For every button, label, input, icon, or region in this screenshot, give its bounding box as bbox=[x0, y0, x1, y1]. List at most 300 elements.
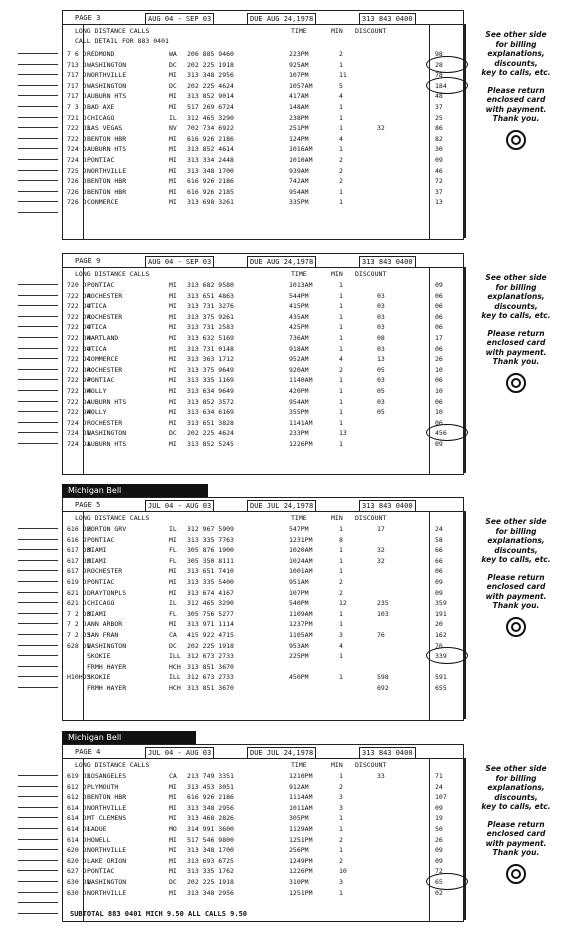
call-time: 1226PM bbox=[289, 439, 313, 448]
call-disc: 03 bbox=[377, 323, 385, 332]
call-city: AUBURN HTS bbox=[87, 439, 127, 448]
call-time: 107PM bbox=[289, 71, 309, 80]
call-row bbox=[63, 280, 463, 291]
payment-note-line: with payment. bbox=[485, 591, 547, 601]
margin-tick bbox=[18, 326, 58, 327]
call-st: CA bbox=[169, 630, 177, 639]
spacer bbox=[466, 321, 566, 329]
call-row bbox=[63, 291, 463, 302]
spacer bbox=[466, 812, 566, 820]
page-number: PAGE 5 bbox=[75, 501, 101, 509]
call-time: 952AM bbox=[289, 355, 309, 364]
call-row bbox=[63, 556, 463, 567]
instruction-line: explanations, bbox=[487, 536, 545, 545]
call-amt: 78 bbox=[435, 71, 443, 80]
header-rule bbox=[63, 267, 463, 268]
call-disc: 32 bbox=[377, 546, 385, 555]
call-num: 313 468 2826 bbox=[187, 814, 234, 823]
call-min: 1 bbox=[339, 620, 343, 629]
account-number: 313 843 0400 bbox=[359, 500, 416, 512]
call-num: 202 225 4624 bbox=[187, 81, 234, 90]
call-row bbox=[63, 134, 463, 145]
call-min: 1 bbox=[339, 567, 343, 576]
call-time: 1251PM bbox=[289, 888, 313, 897]
call-num: 313 632 5169 bbox=[187, 333, 234, 342]
call-city: PONTIAC bbox=[87, 577, 115, 586]
statement-header bbox=[63, 254, 463, 268]
payment-note-line: with payment. bbox=[485, 347, 547, 357]
call-min: 2 bbox=[339, 155, 343, 164]
call-row bbox=[63, 113, 463, 124]
margin-tick bbox=[18, 64, 58, 65]
call-city: NORTHVILLE bbox=[87, 803, 127, 812]
call-city: PONTIAC bbox=[87, 535, 115, 544]
call-city: HOLLY bbox=[87, 386, 107, 395]
statement-header bbox=[63, 11, 463, 25]
call-row bbox=[63, 166, 463, 177]
margin-tick bbox=[18, 913, 58, 914]
call-min: 4 bbox=[339, 134, 343, 143]
bell-logo-icon bbox=[506, 617, 526, 637]
call-min: 1 bbox=[339, 546, 343, 555]
call-city: ROCHESTER bbox=[87, 567, 123, 576]
instruction-line: See other side bbox=[485, 517, 547, 526]
section-title: LONG DISTANCE CALLS bbox=[75, 27, 150, 35]
call-amt: 06 bbox=[435, 344, 443, 353]
margin-tick bbox=[18, 106, 58, 107]
instruction-line: for billing bbox=[495, 39, 537, 49]
call-d: 722 D4 bbox=[67, 397, 91, 406]
call-st: MI bbox=[169, 145, 177, 154]
call-time: 310PM bbox=[289, 877, 309, 886]
call-amt: 19 bbox=[435, 814, 443, 823]
handwritten-circle-mark bbox=[426, 56, 468, 73]
instruction-line: See other side bbox=[485, 273, 547, 282]
call-time: 233PM bbox=[289, 429, 309, 438]
section-title: LONG DISTANCE CALLS bbox=[75, 761, 150, 769]
call-st: MI bbox=[169, 323, 177, 332]
call-d: 724 D bbox=[67, 418, 87, 427]
call-st: MI bbox=[169, 355, 177, 364]
section-title: LONG DISTANCE CALLS bbox=[75, 270, 150, 278]
call-num: 313 651 3828 bbox=[187, 418, 234, 427]
account-number: 313 843 0400 bbox=[359, 747, 416, 759]
call-d: 616 D bbox=[67, 535, 87, 544]
call-num: 313 375 9649 bbox=[187, 365, 234, 374]
page-number: PAGE 4 bbox=[75, 748, 101, 756]
call-time: 435AM bbox=[289, 312, 309, 321]
call-st: MI bbox=[169, 888, 177, 897]
call-num: 415 922 4715 bbox=[187, 630, 234, 639]
call-amt: 71 bbox=[435, 772, 443, 780]
call-min: 2 bbox=[339, 782, 343, 791]
call-time: 1020AM bbox=[289, 546, 313, 555]
call-st: MI bbox=[169, 291, 177, 300]
call-city: PONTIAC bbox=[87, 867, 115, 876]
margin-tick bbox=[18, 849, 58, 850]
call-amt: 13 bbox=[435, 198, 443, 207]
call-time: 1129AM bbox=[289, 824, 313, 833]
call-d: 717 D bbox=[67, 92, 87, 101]
call-num: 313 674 4167 bbox=[187, 588, 234, 597]
call-row bbox=[63, 70, 463, 81]
call-city: PONTIAC bbox=[87, 281, 115, 289]
call-num: 314 991 3600 bbox=[187, 824, 234, 833]
call-st: MI bbox=[169, 198, 177, 207]
call-time: 1114AM bbox=[289, 793, 313, 802]
call-row bbox=[63, 813, 463, 824]
instruction-line: key to calls, etc. bbox=[481, 802, 551, 811]
call-min: 12 bbox=[339, 599, 347, 608]
call-d: 726 D bbox=[67, 198, 87, 207]
call-st: ILL bbox=[169, 673, 181, 682]
statement-header bbox=[63, 745, 463, 759]
margin-tick bbox=[18, 358, 58, 359]
call-time: 223PM bbox=[289, 50, 309, 58]
call-st: MI bbox=[169, 302, 177, 311]
margin-tick bbox=[18, 422, 58, 423]
call-disc: 103 bbox=[377, 609, 389, 618]
call-d: 726 D bbox=[67, 177, 87, 186]
call-st: HCH bbox=[169, 683, 181, 692]
instruction-line: for billing bbox=[495, 526, 537, 536]
call-amt: 10 bbox=[435, 365, 443, 374]
margin-tick bbox=[18, 613, 58, 614]
due-date: DUE AUG 24,1978 bbox=[247, 13, 316, 25]
call-num: 312 465 3290 bbox=[187, 113, 234, 122]
call-d: 616 D2 bbox=[67, 525, 91, 533]
margin-tick bbox=[18, 316, 58, 317]
margin-tick bbox=[18, 775, 58, 776]
call-num: 313 852 3572 bbox=[187, 397, 234, 406]
call-d: 7 3 D bbox=[67, 102, 87, 111]
call-row bbox=[63, 375, 463, 386]
header-rule bbox=[63, 511, 463, 512]
call-row bbox=[63, 609, 463, 620]
call-city: UTICA bbox=[87, 323, 107, 332]
call-time: 1013AM bbox=[289, 281, 313, 289]
call-amt: 24 bbox=[435, 782, 443, 791]
discount-column-header: DISCOUNT bbox=[355, 514, 387, 522]
call-num: 313 852 4614 bbox=[187, 145, 234, 154]
side-instructions bbox=[464, 24, 566, 238]
call-amt: 09 bbox=[435, 846, 443, 855]
call-d: 722 D3 bbox=[67, 124, 91, 133]
call-min: 1 bbox=[339, 113, 343, 122]
call-num: 312 967 5909 bbox=[187, 525, 234, 533]
instruction-line: explanations, bbox=[487, 292, 545, 301]
call-min: 1 bbox=[339, 145, 343, 154]
call-row bbox=[63, 439, 463, 450]
call-st: MI bbox=[169, 92, 177, 101]
call-amt: 09 bbox=[435, 155, 443, 164]
call-amt: 72 bbox=[435, 867, 443, 876]
call-st: WA bbox=[169, 50, 177, 58]
call-amt: 09 bbox=[435, 439, 443, 448]
margin-tick bbox=[18, 432, 58, 433]
call-row bbox=[63, 845, 463, 856]
call-st: MI bbox=[169, 577, 177, 586]
margin-tick bbox=[18, 539, 58, 540]
call-amt: 191 bbox=[435, 609, 447, 618]
call-num: 313 682 9580 bbox=[187, 281, 234, 289]
call-time: 1105AM bbox=[289, 630, 313, 639]
call-min: 1 bbox=[339, 291, 343, 300]
call-city: MT CLEMENS bbox=[87, 814, 127, 823]
call-d: 722 D4 bbox=[67, 376, 91, 385]
call-city: MIAMI bbox=[87, 546, 107, 555]
call-time: 953AM bbox=[289, 641, 309, 650]
margin-tick bbox=[18, 117, 58, 118]
instruction-line: explanations, bbox=[487, 783, 545, 792]
call-city: REDMOND bbox=[87, 50, 115, 58]
call-num: 312 465 3290 bbox=[187, 599, 234, 608]
call-time: 920AM bbox=[289, 365, 309, 374]
call-time: 1001AM bbox=[289, 567, 313, 576]
call-city: SAN FRAN bbox=[87, 630, 119, 639]
call-city: ANN ARBOR bbox=[87, 620, 123, 629]
call-row bbox=[63, 312, 463, 323]
call-amt: 65 bbox=[435, 877, 443, 886]
payment-note-line: Thank you. bbox=[492, 848, 540, 857]
call-num: 313 335 1762 bbox=[187, 867, 234, 876]
call-st: MI bbox=[169, 846, 177, 855]
call-city: HORTON GRV bbox=[87, 525, 127, 533]
call-time: 225PM bbox=[289, 652, 309, 661]
discount-column-header: DISCOUNT bbox=[355, 27, 387, 35]
call-num: 305 350 8111 bbox=[187, 556, 234, 565]
call-st: MI bbox=[169, 439, 177, 448]
call-d: 722 D4 bbox=[67, 302, 91, 311]
margin-tick bbox=[18, 170, 58, 171]
call-d: 7 2 D bbox=[67, 620, 87, 629]
call-amt: 25 bbox=[435, 113, 443, 122]
call-list bbox=[63, 49, 463, 208]
call-min: 1 bbox=[339, 888, 343, 897]
call-amt: 98 bbox=[435, 50, 443, 58]
payment-note-line: Thank you. bbox=[492, 601, 540, 610]
margin-tick bbox=[18, 839, 58, 840]
call-d: 722 D4 bbox=[67, 386, 91, 395]
call-city: SKOKIE bbox=[87, 673, 111, 682]
call-list bbox=[63, 771, 463, 898]
margin-tick bbox=[18, 284, 58, 285]
call-min: 3 bbox=[339, 803, 343, 812]
call-min: 4 bbox=[339, 641, 343, 650]
call-num: 313 851 3670 bbox=[187, 662, 234, 671]
call-num: 313 852 5245 bbox=[187, 439, 234, 448]
call-min: 8 bbox=[339, 535, 343, 544]
call-d: 725 D bbox=[67, 166, 87, 175]
call-city: WASHINGTON bbox=[87, 641, 127, 650]
margin-tick bbox=[18, 786, 58, 787]
call-st: MI bbox=[169, 333, 177, 342]
call-city: LOSANGELES bbox=[87, 772, 127, 780]
call-city: WASHINGTON bbox=[87, 877, 127, 886]
margin-tick bbox=[18, 379, 58, 380]
call-disc: 13 bbox=[377, 355, 385, 364]
call-disc: 05 bbox=[377, 408, 385, 417]
call-min: 1 bbox=[339, 525, 343, 533]
call-city: DRAYTONPLS bbox=[87, 588, 127, 597]
call-row bbox=[63, 630, 463, 641]
call-row bbox=[63, 535, 463, 546]
call-amt: 24 bbox=[435, 525, 443, 533]
call-time: 238PM bbox=[289, 113, 309, 122]
instruction-line: See other side bbox=[485, 764, 547, 773]
call-d: 630 D bbox=[67, 888, 87, 897]
statement-page bbox=[62, 744, 464, 922]
time-column-header: TIME bbox=[291, 514, 307, 522]
call-row bbox=[63, 545, 463, 556]
margin-tick bbox=[18, 191, 58, 192]
call-num: 313 335 5400 bbox=[187, 577, 234, 586]
call-city: BENTON HBR bbox=[87, 187, 127, 196]
call-d: 722 D4 bbox=[67, 291, 91, 300]
call-min: 4 bbox=[339, 355, 343, 364]
call-amt: 37 bbox=[435, 102, 443, 111]
call-time: 742AM bbox=[289, 177, 309, 186]
call-amt: 82 bbox=[435, 134, 443, 143]
call-time: 335PM bbox=[289, 198, 309, 207]
handwritten-circle-mark bbox=[426, 77, 468, 94]
call-row bbox=[63, 771, 463, 782]
call-st: IL bbox=[169, 113, 177, 122]
payment-note-line: enclosed card bbox=[486, 95, 546, 104]
call-num: 313 698 3261 bbox=[187, 198, 234, 207]
margin-tick bbox=[18, 655, 58, 656]
margin-tick bbox=[18, 560, 58, 561]
call-time: 544PM bbox=[289, 291, 309, 300]
call-d: 721 D bbox=[67, 113, 87, 122]
call-time: 1141AM bbox=[289, 418, 313, 427]
call-row bbox=[63, 418, 463, 429]
account-number: 313 843 0400 bbox=[359, 13, 416, 25]
call-city: NORTHVILLE bbox=[87, 166, 127, 175]
instruction-line: for billing bbox=[495, 282, 537, 292]
call-amt: 456 bbox=[435, 429, 447, 438]
binding-margin bbox=[0, 0, 62, 936]
call-disc: 05 bbox=[377, 365, 385, 374]
call-min: 1 bbox=[339, 198, 343, 207]
call-num: 312 673 2733 bbox=[187, 673, 234, 682]
call-st: MI bbox=[169, 102, 177, 111]
margin-tick bbox=[18, 828, 58, 829]
call-min: 4 bbox=[339, 92, 343, 101]
spacer bbox=[466, 78, 566, 86]
call-city: ROCHESTER bbox=[87, 312, 123, 321]
margin-tick bbox=[18, 401, 58, 402]
call-time: 251PM bbox=[289, 124, 309, 133]
call-detail-title: CALL DETAIL FOR 883 0401 bbox=[75, 37, 169, 45]
call-row bbox=[63, 365, 463, 376]
call-row bbox=[63, 662, 463, 673]
call-min: 2 bbox=[339, 177, 343, 186]
call-time: 420PM bbox=[289, 386, 309, 395]
statement-page bbox=[62, 253, 464, 475]
margin-tick bbox=[18, 138, 58, 139]
call-city: WASHINGTON bbox=[87, 60, 127, 69]
margin-tick bbox=[18, 369, 58, 370]
margin-tick bbox=[18, 634, 58, 635]
instruction-line: explanations, bbox=[487, 49, 545, 58]
payment-note-line: enclosed card bbox=[486, 338, 546, 347]
call-min: 2 bbox=[339, 577, 343, 586]
call-city: CHICAGO bbox=[87, 113, 115, 122]
call-num: 313 634 9649 bbox=[187, 386, 234, 395]
instruction-line: for billing bbox=[495, 773, 537, 783]
account-number: 313 843 0400 bbox=[359, 256, 416, 268]
call-row bbox=[63, 322, 463, 333]
call-st: MI bbox=[169, 177, 177, 186]
call-min: 1 bbox=[339, 323, 343, 332]
call-time: 256PM bbox=[289, 846, 309, 855]
call-time: 107PM bbox=[289, 588, 309, 597]
instruction-line: key to calls, etc. bbox=[481, 555, 551, 564]
call-row bbox=[63, 197, 463, 208]
statement-header bbox=[63, 498, 463, 512]
call-st: MI bbox=[169, 155, 177, 164]
call-d: 722 D4 bbox=[67, 355, 91, 364]
call-disc: 235 bbox=[377, 599, 389, 608]
time-column-header: TIME bbox=[291, 761, 307, 769]
call-d: 619 D bbox=[67, 577, 87, 586]
call-st: MI bbox=[169, 782, 177, 791]
min-column-header: MIN bbox=[331, 514, 343, 522]
margin-tick bbox=[18, 592, 58, 593]
call-time: 415PM bbox=[289, 302, 309, 311]
call-amt: 09 bbox=[435, 803, 443, 812]
call-num: 313 334 2448 bbox=[187, 155, 234, 164]
call-st: MI bbox=[169, 867, 177, 876]
call-num: 313 348 2956 bbox=[187, 803, 234, 812]
call-amt: 50 bbox=[435, 824, 443, 833]
call-row bbox=[63, 566, 463, 577]
call-row bbox=[63, 407, 463, 418]
call-time: 425PM bbox=[289, 323, 309, 332]
call-num: 313 651 7410 bbox=[187, 567, 234, 576]
call-st: MI bbox=[169, 397, 177, 406]
call-d: 621 D bbox=[67, 599, 87, 608]
margin-tick bbox=[18, 645, 58, 646]
call-amt: 09 bbox=[435, 856, 443, 865]
side-instructions bbox=[464, 267, 566, 473]
call-amt: 58 bbox=[435, 535, 443, 544]
header-rule bbox=[63, 758, 463, 759]
call-time: 1109AM bbox=[289, 609, 313, 618]
call-min: 1 bbox=[339, 772, 343, 780]
call-min: 1 bbox=[339, 281, 343, 289]
call-min: 2 bbox=[339, 166, 343, 175]
call-st: FL bbox=[169, 556, 177, 565]
call-num: 313 453 3051 bbox=[187, 782, 234, 791]
call-time: 1140AM bbox=[289, 376, 313, 385]
call-st: MI bbox=[169, 535, 177, 544]
call-d: 717 D bbox=[67, 71, 87, 80]
call-city: ROCHESTER bbox=[87, 418, 123, 427]
page-number: PAGE 3 bbox=[75, 14, 101, 22]
call-city: BENTON HBR bbox=[87, 793, 127, 802]
time-column-header: TIME bbox=[291, 27, 307, 35]
call-row bbox=[63, 824, 463, 835]
call-row bbox=[63, 81, 463, 92]
call-num: 202 225 1918 bbox=[187, 60, 234, 69]
call-row bbox=[63, 856, 463, 867]
call-city: LADUE bbox=[87, 824, 107, 833]
call-num: 517 546 9800 bbox=[187, 835, 234, 844]
call-d: 722 D bbox=[67, 134, 87, 143]
call-city: UTICA bbox=[87, 344, 107, 353]
